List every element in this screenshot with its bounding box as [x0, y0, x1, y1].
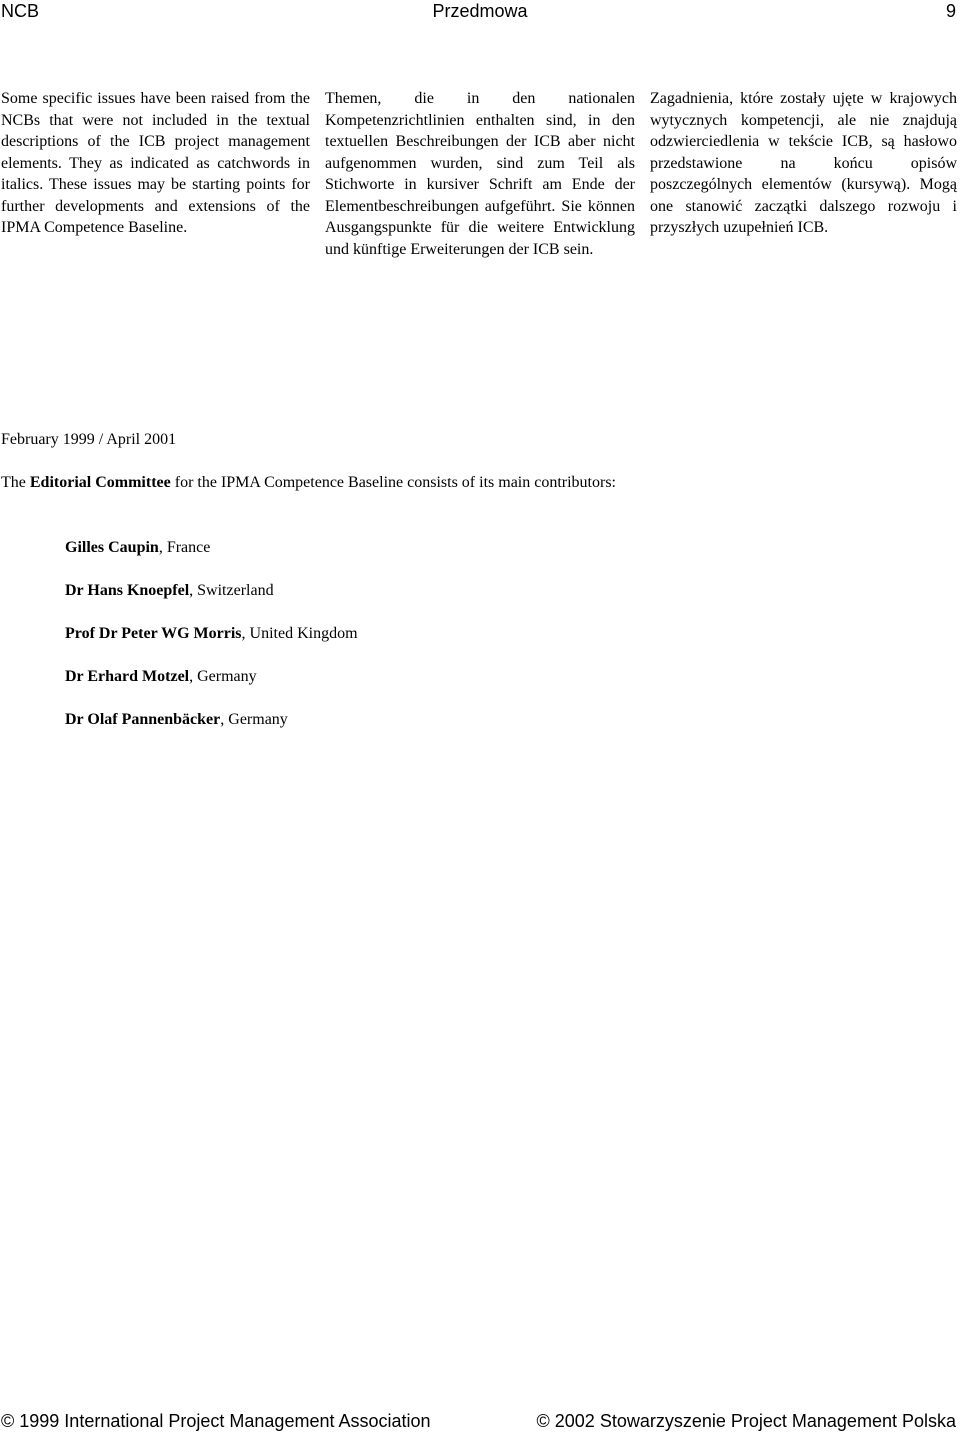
contributor-country: , France	[158, 539, 211, 556]
contributor-name: Dr Hans Knoepfel	[65, 582, 190, 599]
committee-suffix: for the IPMA Competence Baseline consists of its main contributors:	[170, 474, 616, 491]
footer-copyright-ipma: © 1999 International Project Management Association	[1, 1411, 431, 1431]
contributor-name: Gilles Caupin	[65, 539, 159, 556]
contributor-item	[65, 581, 358, 624]
header-page-number: 9	[945, 1, 956, 21]
header-ncb-label: NCB	[1, 1, 40, 21]
committee-prefix: The	[1, 474, 30, 491]
page-footer	[0, 1410, 960, 1432]
committee-statement	[1, 473, 616, 493]
contributor-country: , Switzerland	[189, 582, 274, 599]
footer-copyright-spmp: © 2002 Stowarzyszenie Project Management Polska	[536, 1411, 956, 1431]
committee-name: Editorial Committee	[29, 474, 171, 491]
header-section-title: Przedmowa	[432, 1, 528, 21]
contributor-item	[65, 624, 358, 667]
contributor-name: Dr Olaf Pannenbäcker	[65, 711, 221, 728]
contributor-name: Dr Erhard Motzel	[65, 668, 190, 685]
page-header	[0, 0, 960, 22]
contributors-list	[65, 538, 358, 753]
contributor-country: , Germany	[220, 711, 288, 728]
contributor-country: , Germany	[189, 668, 257, 685]
contributor-item	[65, 710, 358, 753]
english-paragraph: Some specific issues have been raised from the NCBs that were not included in the textual descriptions of the ICB project management elements. They as indicated as catchwords in italics. These issues may be starting points for further developments and extensions of the IPMA Competence Baseline.	[1, 90, 310, 236]
german-paragraph: Themen, die in den nationalen Kompetenzrichtlinien enthalten sind, in den textuellen Beschreibungen der ICB aber nicht aufgenommen wurden, sind zum Teil als Stichworte in kursiver Schrift am Ende der Elementbeschreibungen aufgeführt. Sie können Ausgangspunkte für die weitere Entwicklung und künftige Erweiterungen der ICB sein.	[325, 90, 635, 258]
polish-paragraph: Zagadnienia, które zostały ujęte w krajowych wytycznych kompetencji, ale nie znajdują odzwierciedlenia w tekście ICB, są hasłowo przedstawione na końcu opisów poszczególnych elementów (kursywą). Mogą one stanowić zaczątki dalszego rozwoju i przyszłych uzupełnień ICB.	[650, 90, 957, 236]
date-line: February 1999 / April 2001	[1, 431, 177, 448]
contributor-item	[65, 538, 358, 581]
contributor-name: Prof Dr Peter WG Morris	[65, 625, 242, 642]
contributor-item	[65, 667, 358, 710]
contributor-country: , United Kingdom	[241, 625, 358, 642]
